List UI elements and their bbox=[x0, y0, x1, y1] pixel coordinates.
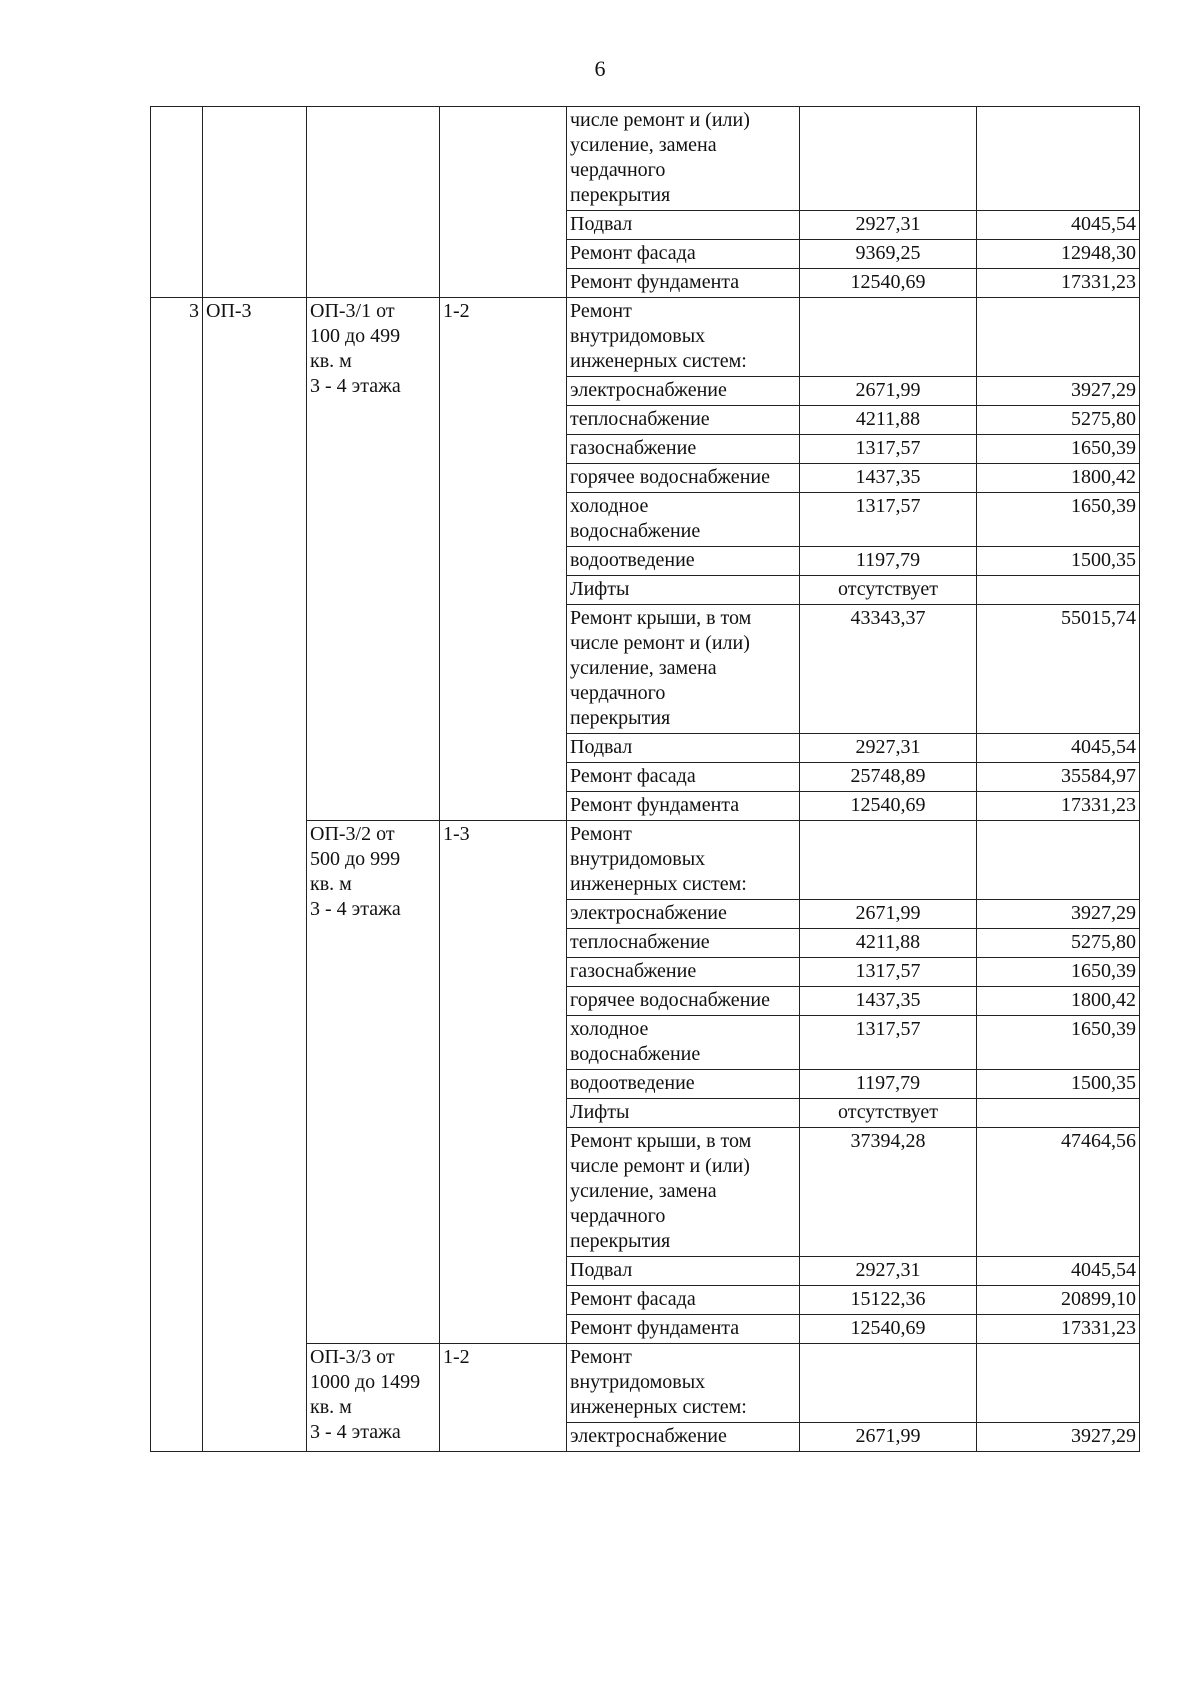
cost-value-1: 4211,88 bbox=[800, 406, 977, 435]
subgroup-name: ОП-3/1 от 100 до 499 кв. м 3 - 4 этажа bbox=[307, 298, 440, 821]
work-name: электроснабжение bbox=[567, 900, 800, 929]
cost-value-2: 1800,42 bbox=[977, 987, 1140, 1016]
cost-value-1: 12540,69 bbox=[800, 269, 977, 298]
subgroup-zone: 1-2 bbox=[440, 298, 567, 821]
cost-value-1: 4211,88 bbox=[800, 929, 977, 958]
cost-value-2: 1500,35 bbox=[977, 547, 1140, 576]
empty-cell bbox=[800, 1344, 977, 1423]
cost-value-1: 15122,36 bbox=[800, 1286, 977, 1315]
cost-value-2: 1650,39 bbox=[977, 958, 1140, 987]
cost-value-1: 1197,79 bbox=[800, 547, 977, 576]
work-name: горячее водоснабжение bbox=[567, 987, 800, 1016]
work-name: холодное водоснабжение bbox=[567, 493, 800, 547]
empty-cell bbox=[977, 1344, 1140, 1423]
cost-value-2: 35584,97 bbox=[977, 763, 1140, 792]
work-name: Лифты bbox=[567, 1099, 800, 1128]
work-name: теплоснабжение bbox=[567, 406, 800, 435]
cost-value-2: 17331,23 bbox=[977, 792, 1140, 821]
group-code: ОП-3 bbox=[203, 298, 307, 1452]
cost-value-1: 1437,35 bbox=[800, 464, 977, 493]
empty-cell bbox=[307, 107, 440, 298]
cost-value-2: 47464,56 bbox=[977, 1128, 1140, 1257]
work-name: Лифты bbox=[567, 576, 800, 605]
cost-value-2: 1650,39 bbox=[977, 493, 1140, 547]
cost-value-1: 25748,89 bbox=[800, 763, 977, 792]
cost-value-1: 1317,57 bbox=[800, 435, 977, 464]
empty-cell bbox=[977, 821, 1140, 900]
table-body bbox=[151, 107, 1140, 1452]
empty-cell bbox=[977, 107, 1140, 211]
cost-value-2: 1800,42 bbox=[977, 464, 1140, 493]
empty-cell bbox=[800, 821, 977, 900]
cost-value-2: 1500,35 bbox=[977, 1070, 1140, 1099]
section-header: Ремонт внутридомовых инженерных систем: bbox=[567, 298, 800, 377]
cost-value-2: 55015,74 bbox=[977, 605, 1140, 734]
work-name: газоснабжение bbox=[567, 435, 800, 464]
work-name: Ремонт крыши, в том числе ремонт и (или) усиление, замена чердачного перекрытия bbox=[567, 1128, 800, 1257]
cost-value-1: 9369,25 bbox=[800, 240, 977, 269]
cost-value-2: 1650,39 bbox=[977, 435, 1140, 464]
cost-value-1: 2927,31 bbox=[800, 1257, 977, 1286]
work-name: теплоснабжение bbox=[567, 929, 800, 958]
section-header: Ремонт внутридомовых инженерных систем: bbox=[567, 1344, 800, 1423]
work-name: Ремонт фасада bbox=[567, 1286, 800, 1315]
work-name: водоотведение bbox=[567, 1070, 800, 1099]
work-name: Подвал bbox=[567, 211, 800, 240]
cost-value-1: 1197,79 bbox=[800, 1070, 977, 1099]
work-name: электроснабжение bbox=[567, 1423, 800, 1452]
work-name: числе ремонт и (или) усиление, замена чердачного перекрытия bbox=[567, 107, 800, 211]
subgroup-zone: 1-3 bbox=[440, 821, 567, 1344]
cost-value-1: 2671,99 bbox=[800, 900, 977, 929]
cost-value-2: 3927,29 bbox=[977, 900, 1140, 929]
cost-table bbox=[150, 106, 1140, 1452]
cost-value-2: 20899,10 bbox=[977, 1286, 1140, 1315]
work-name: Ремонт крыши, в том числе ремонт и (или) усиление, замена чердачного перекрытия bbox=[567, 605, 800, 734]
work-name: Ремонт фундамента bbox=[567, 792, 800, 821]
cost-value-1: 2671,99 bbox=[800, 1423, 977, 1452]
work-name: горячее водоснабжение bbox=[567, 464, 800, 493]
cost-value-1: отсутствует bbox=[800, 576, 977, 605]
cost-value-2: 5275,80 bbox=[977, 929, 1140, 958]
cost-value-1: 2927,31 bbox=[800, 211, 977, 240]
cost-value-2 bbox=[977, 576, 1140, 605]
cost-value-1: 2671,99 bbox=[800, 377, 977, 406]
empty-cell bbox=[800, 298, 977, 377]
work-name: газоснабжение bbox=[567, 958, 800, 987]
empty-cell bbox=[203, 107, 307, 298]
empty-cell bbox=[440, 107, 567, 298]
cost-value-2: 4045,54 bbox=[977, 211, 1140, 240]
cost-value-1: 2927,31 bbox=[800, 734, 977, 763]
page-number: 6 bbox=[594, 56, 606, 81]
work-name: Подвал bbox=[567, 734, 800, 763]
subgroup-zone: 1-2 bbox=[440, 1344, 567, 1452]
cost-value-1: 12540,69 bbox=[800, 1315, 977, 1344]
cost-value-1: 43343,37 bbox=[800, 605, 977, 734]
cost-value-1: 12540,69 bbox=[800, 792, 977, 821]
cost-value-2: 1650,39 bbox=[977, 1016, 1140, 1070]
work-name: Ремонт фасада bbox=[567, 763, 800, 792]
cost-value-2: 3927,29 bbox=[977, 377, 1140, 406]
cost-value-2: 3927,29 bbox=[977, 1423, 1140, 1452]
cost-value-2: 12948,30 bbox=[977, 240, 1140, 269]
empty-cell bbox=[977, 298, 1140, 377]
subgroup-name: ОП-3/3 от 1000 до 1499 кв. м 3 - 4 этажа bbox=[307, 1344, 440, 1452]
cost-value-2 bbox=[977, 1099, 1140, 1128]
cost-value-2: 5275,80 bbox=[977, 406, 1140, 435]
work-name: Ремонт фасада bbox=[567, 240, 800, 269]
work-name: Ремонт фундамента bbox=[567, 269, 800, 298]
cost-value-1: 37394,28 bbox=[800, 1128, 977, 1257]
work-name: холодное водоснабжение bbox=[567, 1016, 800, 1070]
subgroup-name: ОП-3/2 от 500 до 999 кв. м 3 - 4 этажа bbox=[307, 821, 440, 1344]
cost-value-1: отсутствует bbox=[800, 1099, 977, 1128]
cost-value-2: 4045,54 bbox=[977, 1257, 1140, 1286]
cost-value-2: 4045,54 bbox=[977, 734, 1140, 763]
empty-cell bbox=[151, 107, 203, 298]
empty-cell bbox=[800, 107, 977, 211]
cost-value-1: 1437,35 bbox=[800, 987, 977, 1016]
work-name: Ремонт фундамента bbox=[567, 1315, 800, 1344]
cost-value-1: 1317,57 bbox=[800, 493, 977, 547]
section-header: Ремонт внутридомовых инженерных систем: bbox=[567, 821, 800, 900]
work-name: Подвал bbox=[567, 1257, 800, 1286]
cost-value-1: 1317,57 bbox=[800, 1016, 977, 1070]
table-row bbox=[151, 298, 1140, 377]
cost-value-1: 1317,57 bbox=[800, 958, 977, 987]
group-number: 3 bbox=[151, 298, 203, 1452]
cost-value-2: 17331,23 bbox=[977, 1315, 1140, 1344]
cost-value-2: 17331,23 bbox=[977, 269, 1140, 298]
work-name: электроснабжение bbox=[567, 377, 800, 406]
table-row bbox=[151, 107, 1140, 211]
work-name: водоотведение bbox=[567, 547, 800, 576]
